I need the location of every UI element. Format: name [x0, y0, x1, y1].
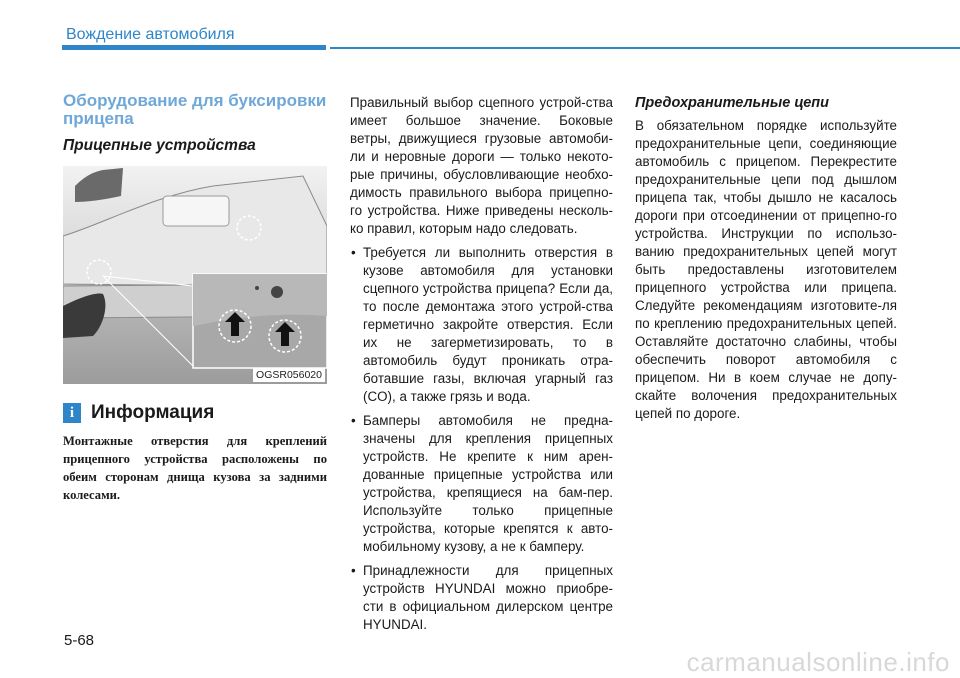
- info-text: Монтажные отверстия для креплений прицепного устройства расположены по обеим сторонам днища кузова за задними колесами.: [63, 434, 327, 502]
- page-number: 5-68: [64, 632, 95, 649]
- right-column: [635, 94, 897, 423]
- header-rule: [330, 47, 960, 49]
- safety-chains-text: В обязательном порядке используйте предохранительные цепи, соединяющие автомобиль с прицепом. Перекрестите предохранительные цепи под дышлом прицепа так, чтобы дышло не касалось дороги при отсоединении от прицепно-го устройства. Инструкции по использо-ванию предохранительных цепей могут быть предоставлены изготовителем прицепного устройства или прицепа. Следуйте рекомендациям изготовите-ля по креплению предохранительных цепей. Оставляйте достаточно слабины, чтобы обеспечить поворот автомобиля с прицепом. Ни в коем случае не допу-скайте волочения предохранительных цепей по дороге.: [635, 118, 897, 421]
- car-rear-illustration: [63, 166, 327, 384]
- list-item: • Бамперы автомобиля не предна-значены для крепления прицепных устройств. Не крепите к ним арен-дованные прицепные устройства или устройства, крепящиеся на бам-пер. Используйте только прицепные устройства, которые крепятся к авто-мобильному кузову, а не к бамперу.: [350, 412, 613, 556]
- watermark: carmanualsonline.info: [686, 647, 950, 677]
- info-title: Информация: [91, 402, 215, 423]
- section-header: Вождение автомобиля: [66, 26, 235, 43]
- safety-chains-title: Предохранительные цепи: [635, 95, 829, 111]
- info-icon: i: [63, 403, 81, 423]
- subsection-title: Прицепные устройства: [63, 137, 256, 154]
- list-item: • Принадлежности для прицепных устройств HYUNDAI можно приобре-сти в официальном дилерском центре HYUNDAI.: [350, 562, 613, 634]
- intro-paragraph: Правильный выбор сцепного устрой-ства имеет большое значение. Боковые ветры, движущиеся грузовые автомоби-ли и неровные дороги — только некото-рые причины, обусловливающие необхо-димость правильного выбора прицепно-го устройства. Ниже приведены несколь-ко правил, которым надо следовать.: [350, 95, 613, 236]
- rules-list: [350, 244, 613, 634]
- left-column: [63, 92, 327, 517]
- header-rule-accent: [62, 45, 326, 50]
- info-header: [63, 402, 327, 424]
- section-title: Оборудование для буксировки прицепа: [63, 91, 327, 128]
- list-item: • Требуется ли выполнить отверстия в кузове автомобиля для установки сцепного устройства прицепа? Если да, то после демонтажа этого устрой-ства герметично закройте отверстия. Если их не загерметизировать, то в автомобиль будут проникать отра-ботавшие газы, включая угарный газ (CO), а также грязь и вода.: [350, 244, 613, 406]
- middle-column: [350, 94, 613, 640]
- towing-mount-figure: [63, 166, 327, 384]
- figure-code: OGSR056020: [253, 368, 325, 382]
